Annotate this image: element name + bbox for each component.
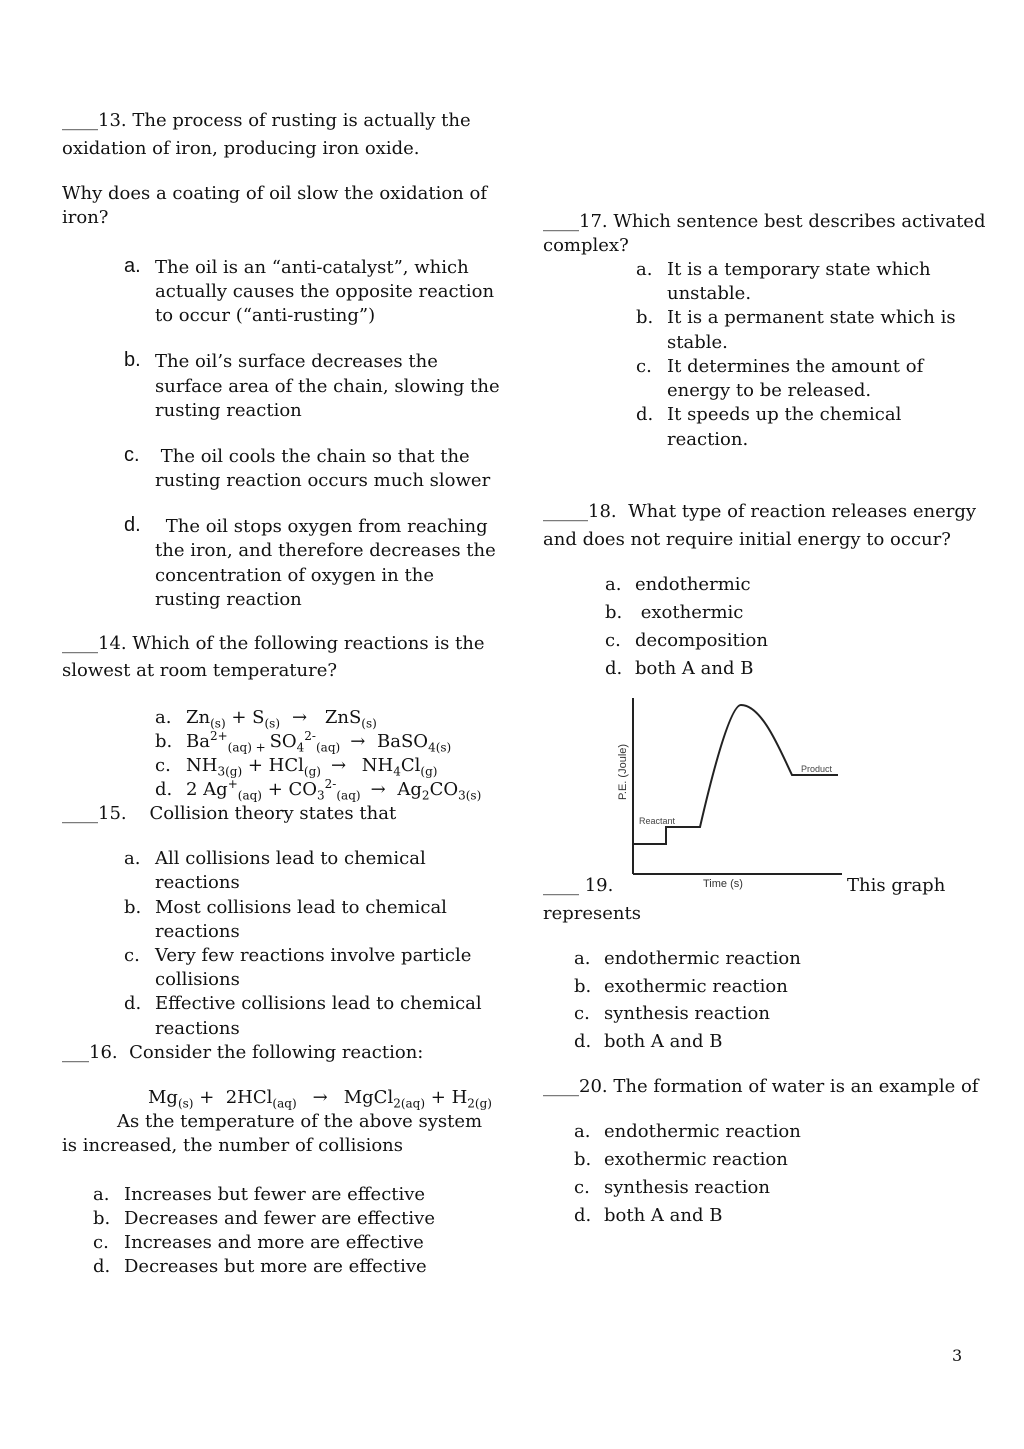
- option-text: Decreases but more are effective: [124, 1256, 427, 1277]
- q19-stem-right: This graph: [847, 875, 946, 896]
- option-text: exothermic: [635, 602, 744, 623]
- option-text: rusting reaction: [155, 400, 302, 421]
- option-text: the iron, and therefore decreases the: [155, 540, 496, 561]
- q19-stem-line2: represents: [543, 903, 641, 924]
- option-text: reactions: [155, 1018, 240, 1039]
- option-text: concentration of oxygen in the: [155, 565, 434, 586]
- q14-stem-line1: ____14. Which of the following reactions is the: [62, 633, 485, 654]
- option-text: Effective collisions lead to chemical: [155, 993, 482, 1014]
- option-letter: b.: [93, 1208, 111, 1229]
- option-letter: d.: [155, 779, 173, 800]
- q16-equation: $Mg_{(s)} + 2HCl_{(aq)}$ → MgCl$_{2(aq)}$ + $H_{2(g)}$: [148, 1087, 492, 1111]
- option-text: stable.: [667, 332, 728, 353]
- option-text: It is a temporary state which: [667, 259, 931, 280]
- q14-stem-line2: slowest at room temperature?: [62, 660, 338, 681]
- option-text: Decreases and fewer are effective: [124, 1208, 435, 1229]
- option-letter: b.: [124, 349, 141, 371]
- q13-stem-line4: iron?: [62, 207, 109, 228]
- option-letter: d.: [124, 993, 142, 1014]
- q19-stem-left: ____ 19.: [543, 875, 614, 896]
- q17-stem-line1: ____17. Which sentence best describes activated: [543, 211, 986, 232]
- option-text: both A and B: [604, 1031, 723, 1052]
- reaction-a: $Zn_{(s)} + S_{(s)} \to ZnS_{(s)}$: [186, 707, 377, 731]
- option-letter: d.: [574, 1205, 592, 1226]
- reaction-b: $Ba^{2+}_{(aq) +}$ $SO_4^{2-}_{(aq)}$ → BaSO$_{4(s)}$: [186, 729, 452, 755]
- option-letter: c.: [636, 356, 652, 377]
- option-letter: d.: [574, 1031, 592, 1052]
- q18-stem-line2: and does not require initial energy to occur?: [543, 529, 951, 550]
- option-letter: b.: [636, 307, 654, 328]
- option-letter: b.: [574, 976, 592, 997]
- option-letter: a.: [155, 707, 172, 728]
- option-text: The oil stops oxygen from reaching: [160, 516, 488, 537]
- q16-body-line2: is increased, the number of collisions: [62, 1135, 404, 1156]
- option-text: It is a permanent state which is: [667, 307, 956, 328]
- option-text: rusting reaction occurs much slower: [155, 470, 491, 491]
- option-letter: a.: [93, 1184, 110, 1205]
- option-text: reactions: [155, 921, 240, 942]
- option-letter: b.: [605, 602, 623, 623]
- option-text: Increases and more are effective: [124, 1232, 424, 1253]
- potential-energy-diagram: [600, 690, 850, 890]
- q15-stem: ____15. Collision theory states that: [62, 803, 397, 824]
- q17-stem-line2: complex?: [543, 235, 629, 256]
- option-letter: a.: [636, 259, 653, 280]
- option-text: All collisions lead to chemical: [155, 848, 426, 869]
- option-text: surface area of the chain, slowing the: [155, 376, 500, 397]
- option-text: rusting reaction: [155, 589, 302, 610]
- option-text: decomposition: [635, 630, 768, 651]
- option-text: Increases but fewer are effective: [124, 1184, 426, 1205]
- option-letter: c.: [574, 1003, 590, 1024]
- option-text: exothermic reaction: [604, 976, 788, 997]
- option-text: synthesis reaction: [604, 1003, 770, 1024]
- product-label: Product: [801, 764, 833, 774]
- option-text: collisions: [155, 969, 240, 990]
- option-text: reactions: [155, 872, 240, 893]
- option-text: synthesis reaction: [604, 1177, 770, 1198]
- option-letter: c.: [124, 945, 140, 966]
- option-text: exothermic reaction: [604, 1149, 788, 1170]
- option-text: both A and B: [604, 1205, 723, 1226]
- option-letter: c.: [124, 444, 140, 466]
- option-letter: c.: [155, 755, 171, 776]
- q13-stem-line1: ____13. The process of rusting is actually the: [62, 110, 471, 131]
- option-text: to occur (“anti-rusting”): [155, 305, 376, 326]
- reactant-label: Reactant: [639, 816, 676, 826]
- option-text: It speeds up the chemical: [667, 404, 902, 425]
- option-letter: d.: [636, 404, 654, 425]
- option-letter: b.: [574, 1149, 592, 1170]
- option-text: endothermic reaction: [604, 1121, 801, 1142]
- q16-stem: ___16. Consider the following reaction:: [62, 1042, 424, 1063]
- option-letter: c.: [574, 1177, 590, 1198]
- option-letter: d.: [605, 658, 623, 679]
- option-text: The oil cools the chain so that the: [155, 446, 470, 467]
- option-letter: d.: [93, 1256, 111, 1277]
- chart-axes: [633, 698, 842, 874]
- option-text: energy to be released.: [667, 380, 872, 401]
- option-text: The oil’s surface decreases the: [155, 351, 438, 372]
- option-letter: d.: [124, 514, 141, 536]
- page-number: 3: [952, 1346, 963, 1365]
- option-text: endothermic reaction: [604, 948, 801, 969]
- option-text: endothermic: [635, 574, 751, 595]
- reaction-c: $NH_{3(g)} + HCl_{(g)} \to NH_4Cl_{(g)}$: [186, 755, 438, 779]
- option-text: It determines the amount of: [667, 356, 924, 377]
- option-text: both A and B: [635, 658, 754, 679]
- option-letter: a.: [574, 948, 591, 969]
- option-text: Most collisions lead to chemical: [155, 897, 447, 918]
- option-text: unstable.: [667, 283, 752, 304]
- option-text: actually causes the opposite reaction: [155, 281, 495, 302]
- option-letter: b.: [155, 731, 173, 752]
- option-letter: c.: [605, 630, 621, 651]
- q16-body-line1: As the temperature of the above system: [117, 1111, 483, 1132]
- reaction-d: 2 $Ag^+_{(aq)} + CO_3^{2-}_{(aq)} \to Ag_2CO_{3(s)}$: [186, 777, 482, 803]
- option-letter: b.: [124, 897, 142, 918]
- q13-stem-line3: Why does a coating of oil slow the oxidation of: [62, 183, 487, 204]
- option-text: Very few reactions involve particle: [155, 945, 472, 966]
- q18-stem-line1: _____18. What type of reaction releases energy: [543, 501, 977, 522]
- option-letter: a.: [124, 848, 141, 869]
- option-letter: a.: [124, 255, 141, 277]
- option-letter: c.: [93, 1232, 109, 1253]
- q13-stem-line2: oxidation of iron, producing iron oxide.: [62, 138, 420, 159]
- option-letter: a.: [605, 574, 622, 595]
- option-text: reaction.: [667, 429, 749, 450]
- x-axis-label: Time (s): [703, 878, 743, 890]
- q20-stem: ____20. The formation of water is an example of: [543, 1076, 979, 1097]
- option-text: The oil is an “anti-catalyst”, which: [155, 257, 469, 278]
- option-letter: a.: [574, 1121, 591, 1142]
- y-axis-label: P.E. (Joule): [617, 743, 629, 800]
